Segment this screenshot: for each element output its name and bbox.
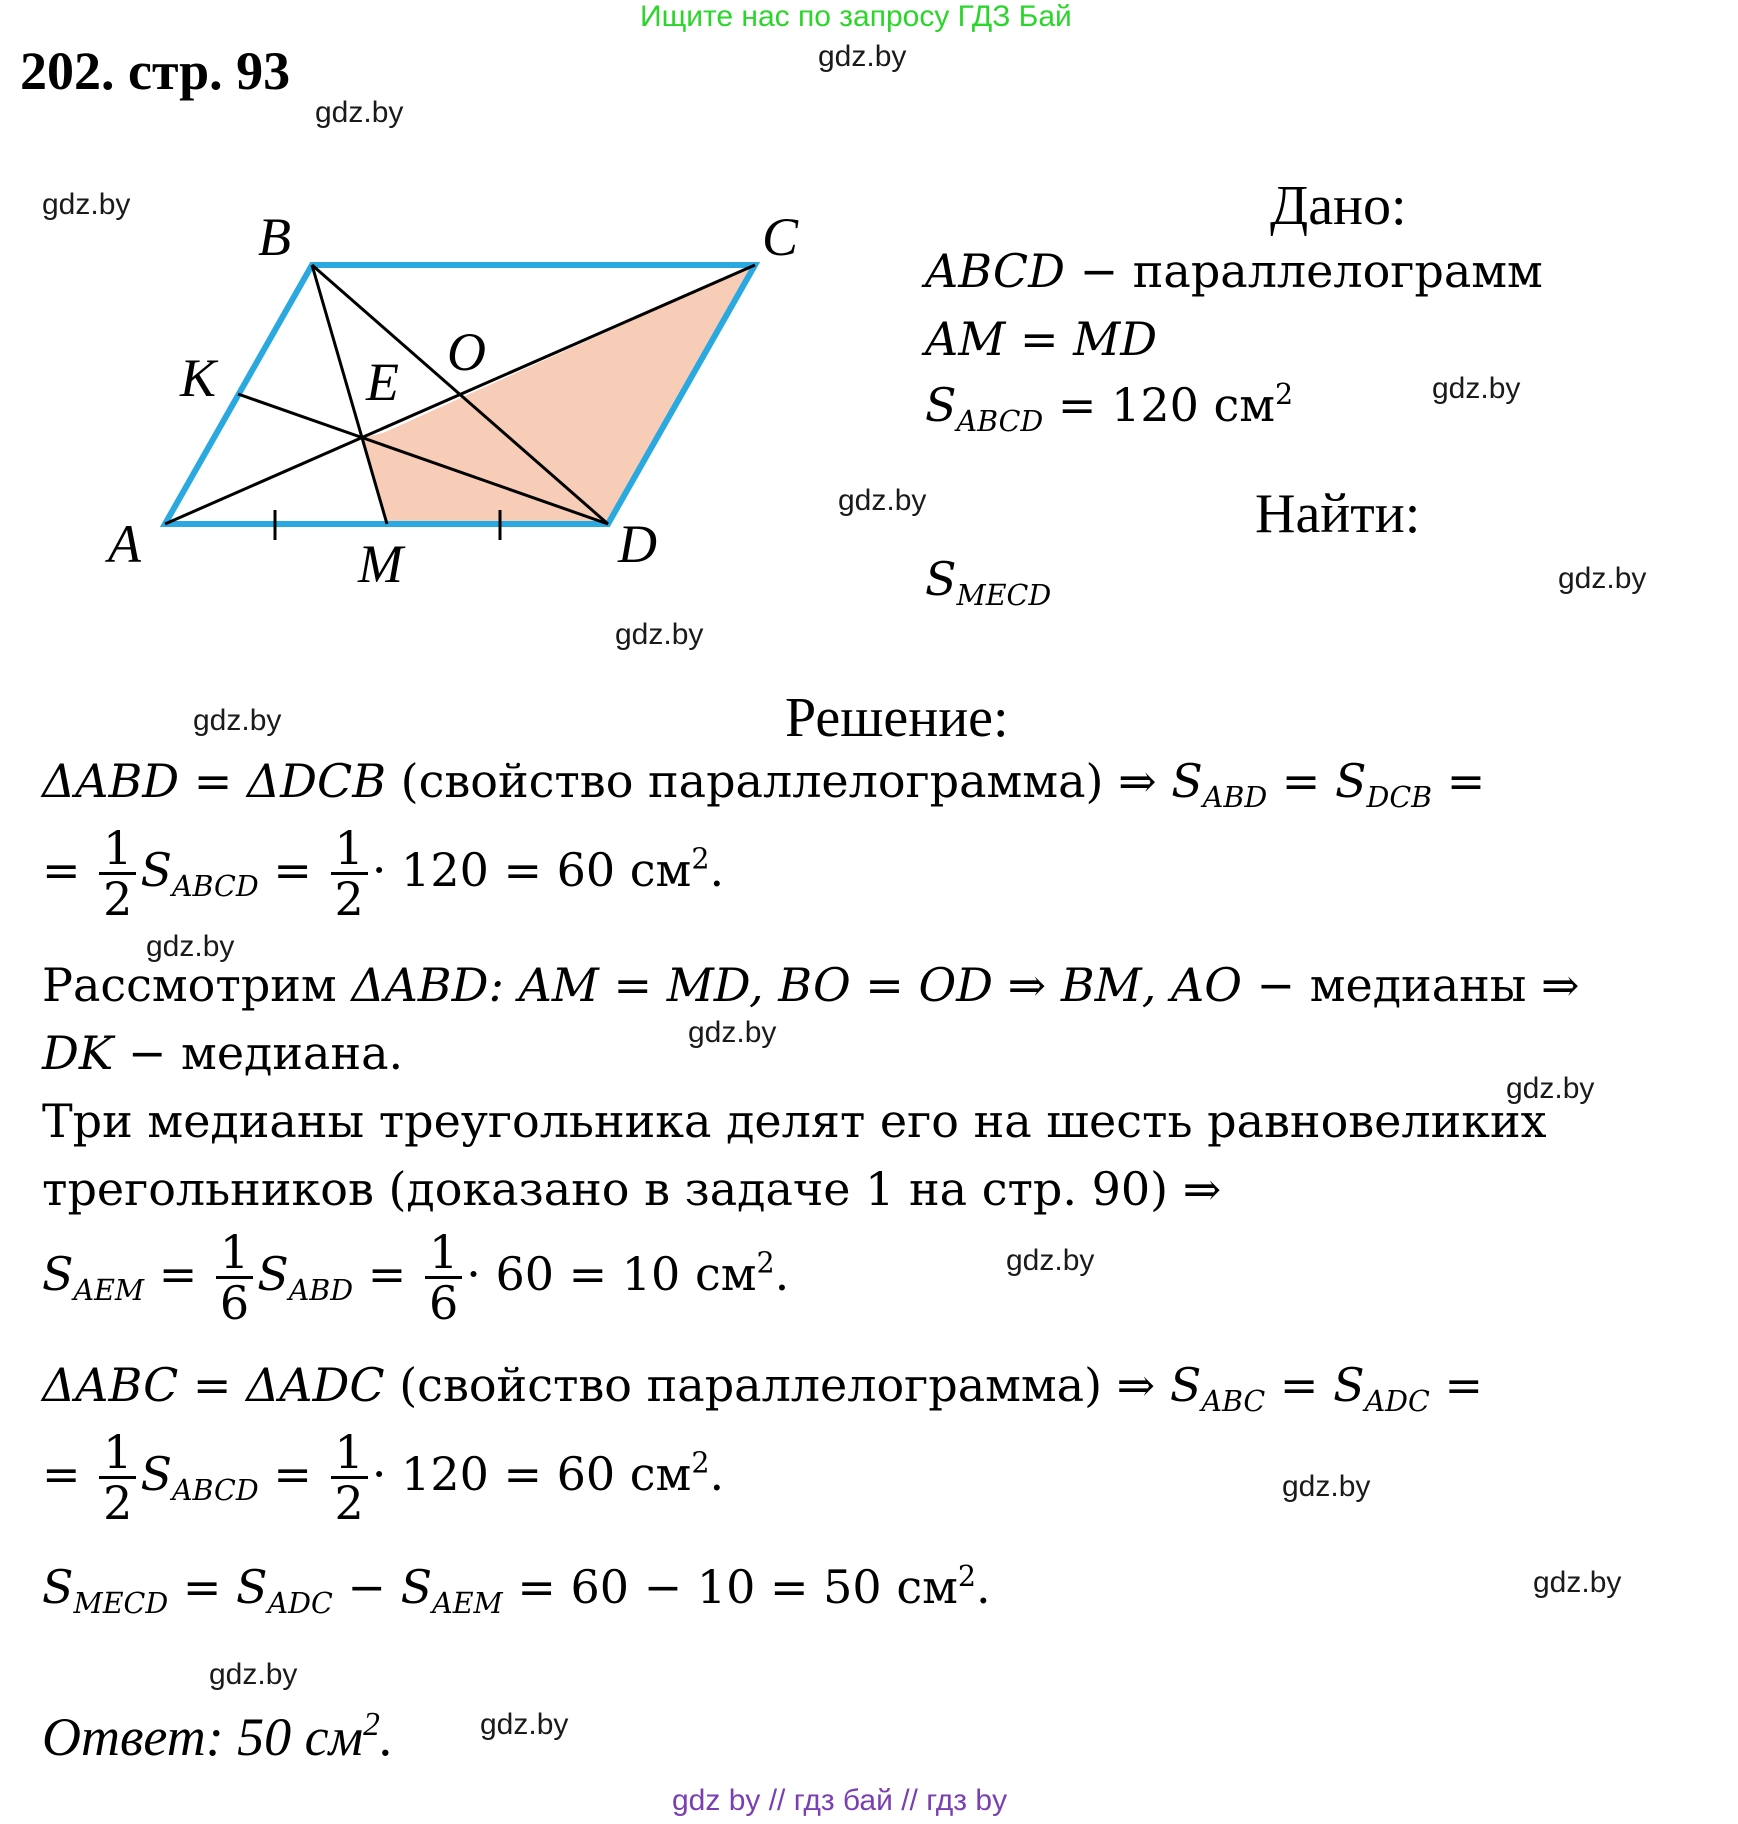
label-b: B xyxy=(258,207,291,267)
watermark: gdz.by xyxy=(1506,1072,1595,1105)
watermark: gdz.by xyxy=(1006,1244,1095,1277)
find-value: $S_{MECD}$ xyxy=(925,552,1052,612)
label-d: D xyxy=(618,514,657,574)
label-m: M xyxy=(358,534,403,594)
solution-line-10: $S_{MECD} = S_{ADC} - S_{AEM} = 60 - 10 = 50$ $см^2$. xyxy=(42,1560,991,1621)
solution-line-7: $S_{AEM}$ = $\frac{1}{6}$ $S_{ABD}$ = $\frac{1}{6}$ · 60 = 10 $см^2$. xyxy=(42,1225,790,1331)
watermark: gdz.by xyxy=(818,40,907,73)
page-title: 202. стр. 93 xyxy=(20,41,291,101)
given-line-3: $S_{ABCD} = 120$ $см^2$ xyxy=(925,378,1294,439)
find-heading: Найти: xyxy=(1255,483,1421,545)
label-k: K xyxy=(180,348,217,408)
watermark: gdz.by xyxy=(1558,562,1647,595)
watermark: gdz.by xyxy=(480,1708,569,1741)
solution-line-1: ΔABD = ΔDCB (свойство параллелограмма) ⇒ $S_{ABD} = S_{DCB}$ = xyxy=(42,754,1486,814)
given-line-1: ABCD − параллелограмм xyxy=(925,244,1543,298)
solution-line-8: ΔABC = ΔADC (свойство параллелограмма) ⇒ $S_{ABC} = S_{ADC}$ = xyxy=(42,1358,1484,1418)
given-heading: Дано: xyxy=(1270,175,1407,237)
label-o: O xyxy=(447,322,486,382)
watermark: gdz.by xyxy=(146,930,235,963)
watermark: gdz.by xyxy=(209,1658,298,1691)
watermark: gdz.by xyxy=(615,618,704,651)
watermark: gdz.by xyxy=(315,96,404,129)
solution-line-2: = $\frac{1}{2}$ $S_{ABCD}$ = $\frac{1}{2}$ · 120 = 60 $см^2$. xyxy=(42,821,725,927)
solution-line-9: = $\frac{1}{2}$ $S_{ABCD}$ = $\frac{1}{2}$ · 120 = 60 $см^2$. xyxy=(42,1425,725,1531)
label-e: E xyxy=(366,352,399,412)
footer-links: gdz by // гдз бай // гдз by xyxy=(672,1784,1008,1817)
given-line-2: AM = MD xyxy=(925,312,1158,366)
watermark: gdz.by xyxy=(688,1016,777,1049)
watermark: gdz.by xyxy=(1282,1470,1371,1503)
watermark: gdz.by xyxy=(1432,372,1521,405)
answer-text: Ответ: 50 $см^2$. xyxy=(42,1706,394,1768)
solution-line-4: DK − медиана. xyxy=(42,1026,404,1080)
solution-line-3: Рассмотрим ΔABD: AM = MD, BO = OD ⇒ BM, AO − медианы ⇒ xyxy=(42,958,1580,1012)
label-c: C xyxy=(762,207,799,267)
solution-line-6: трегольников (доказано в задаче 1 на стр. 90) ⇒ xyxy=(42,1162,1222,1216)
watermark: gdz.by xyxy=(838,484,927,517)
parallelogram-figure xyxy=(0,200,860,620)
solution-heading: Решение: xyxy=(785,687,1009,749)
solution-line-5: Три медианы треугольника делят его на шесть равновеликих xyxy=(42,1094,1547,1148)
watermark: gdz.by xyxy=(42,188,131,221)
label-a: A xyxy=(108,514,141,574)
watermark: gdz.by xyxy=(193,704,282,737)
banner-text: Ищите нас по запросу ГДЗ Бай xyxy=(640,0,1072,33)
watermark: gdz.by xyxy=(1533,1566,1622,1599)
